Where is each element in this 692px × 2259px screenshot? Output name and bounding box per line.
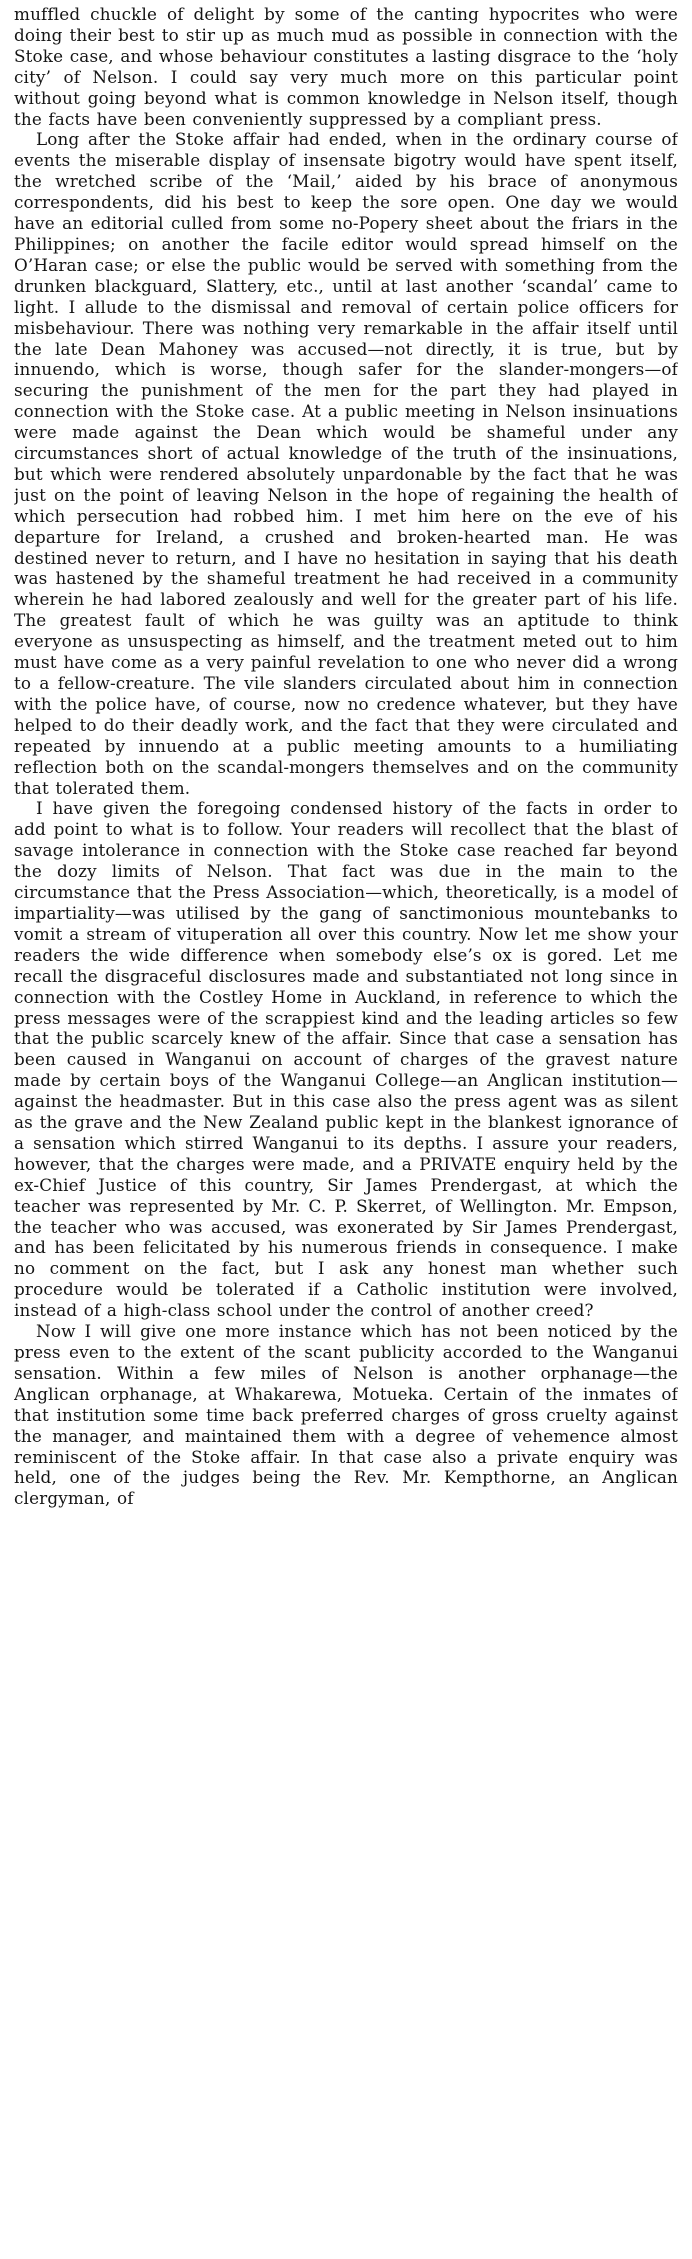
paragraph-4: Now I will give one more instance which has not been noticed by the press even to the extent of the scant publicity accorded to the Wanganui sensation. Within a few miles of Nelson is another orphanage—the Anglican orphanage, at Whakarewa, Motueka. Certain of the inmates of that institution some time back preferred charges of gross cruelty against the manager, and maintained them with a degree of vehemence almost reminiscent of the Stoke affair. In that case also a private enquiry was held, one of the judges being the Rev. Mr. Kempthorne, an Anglican clergyman, of: [14, 1321, 678, 1509]
paragraph-2: Long after the Stoke affair had ended, when in the ordinary course of events the miserable display of insensate bigotry would have spent itself, the wretched scribe of the ‘Mail,’ aided by his brace of anonymous correspondents, did his best to keep the sore open. One day we would have an editorial culled from some no-Popery sheet about the friars in the Philippines; on another the facile editor would spread himself on the O’Haran case; or else the public would be served with something from the drunken blackguard, Slattery, etc., until at last another ‘scandal’ came to light. I allude to the dismissal and removal of certain police officers for misbehaviour. There was nothing very remarkable in the affair itself until the late Dean Mahoney was accused—not directly, it is true, but by innuendo, which is worse, though safer for the slander-mongers—of securing the punishment of the men for the part they had played in connection with the Stoke case. At a public meeting in Nelson insinuations were made against the Dean which would be shameful under any circumstances short of actual knowledge of the truth of the insinuations, but which were rendered absolutely unpardonable by the fact that he was just on the point of leaving Nelson in the hope of regaining the health of which persecution had robbed him. I met him here on the eve of his departure for Ireland, a crushed and broken-hearted man. He was destined never to return, and I have no hesitation in saying that his death was hastened by the shameful treatment he had received in a community wherein he had labored zealously and well for the greater part of his life. The greatest fault of which he was guilty was an aptitude to think everyone as unsuspecting as himself, and the treatment meted out to him must have come as a very painful revelation to one who never did a wrong to a fellow-creature. The vile slanders circulated about him in connection with the police have, of course, now no credence whatever, but they have helped to do their deadly work, and the fact that they were circulated and repeated by innuendo at a public meeting amounts to a humiliating reflection both on the scandal-mongers themselves and on the community that tolerated them.: [14, 129, 678, 798]
paragraph-3: I have given the foregoing condensed history of the facts in order to add point to what is to follow. Your readers will recollect that the blast of savage intolerance in connection with the Stoke case reached far beyond the dozy limits of Nelson. That fact was due in the main to the circumstance that the Press Association—which, theoretically, is a model of impartiality—was utilised by the gang of sanctimonious mountebanks to vomit a stream of vituperation all over this country. Now let me show your readers the wide difference when somebody else’s ox is gored. Let me recall the disgraceful disclosures made and substantiated not long since in connection with the Costley Home in Auckland, in reference to which the press messages were of the scrappiest kind and the leading articles so few that the public scarcely knew of the affair. Since that case a sensation has been caused in Wanganui on account of charges of the gravest nature made by certain boys of the Wanganui College—an Anglican institution—against the headmaster. But in this case also the press agent was as silent as the grave and the New Zealand public kept in the blankest ignorance of a sensation which stirred Wanganui to its depths. I assure your readers, however, that the charges were made, and a PRIVATE enquiry held by the ex-Chief Justice of this country, Sir James Prendergast, at which the teacher was represented by Mr. C. P. Skerret, of Wellington. Mr. Empson, the teacher who was accused, was exonerated by Sir James Prendergast, and has been felicitated by his numerous friends in consequence. I make no comment on the fact, but I ask any honest man whether such procedure would be tolerated if a Catholic institution were involved, instead of a high-class school under the control of another creed?: [14, 798, 678, 1321]
paragraph-1: muffled chuckle of delight by some of the canting hypocrites who were doing their best to stir up as much mud as possible in connection with the Stoke case, and whose behaviour constitutes a lasting disgrace to the ‘holy city’ of Nelson. I could say very much more on this particular point without going beyond what is common knowledge in Nelson itself, though the facts have been conveniently suppressed by a compliant press.: [14, 4, 678, 129]
article-column: [14, 4, 678, 2254]
